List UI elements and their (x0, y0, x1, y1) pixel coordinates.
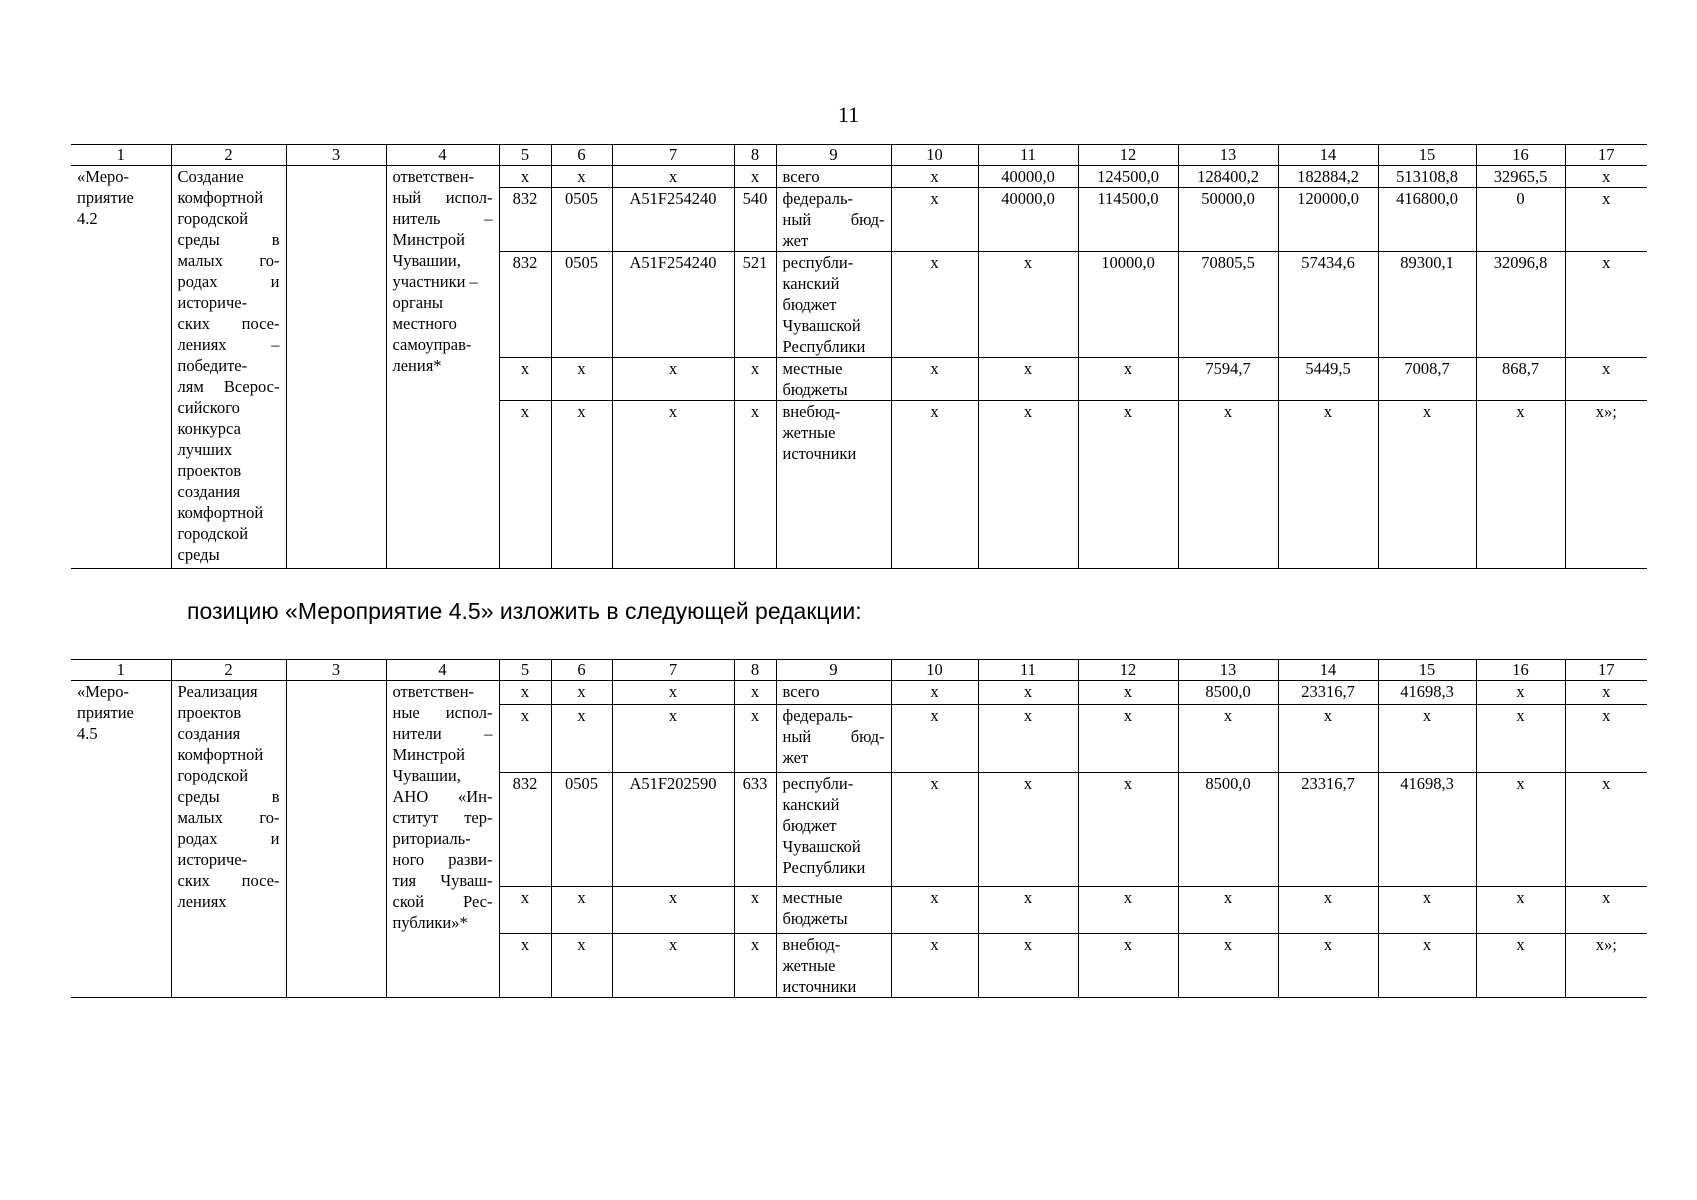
text-line: Минстрой (392, 745, 465, 764)
text-line: ских посе- (177, 871, 280, 890)
text-line: приятие (77, 703, 134, 722)
column-header-8: 8 (734, 145, 776, 166)
cell-c17: х»; (1565, 933, 1647, 997)
text-line: Чувашской (782, 316, 861, 335)
cell-c17: х (1565, 773, 1647, 887)
column-3-empty (286, 166, 386, 569)
cell-c7: х (612, 166, 734, 188)
column-header-17: 17 (1565, 660, 1647, 681)
column-header-4: 4 (386, 660, 499, 681)
cell-c8: х (734, 887, 776, 933)
text-line: Чувашии, (392, 251, 461, 270)
cell-c5: х (499, 933, 551, 997)
cell-c7: х (612, 704, 734, 773)
text-line: риториаль- (392, 829, 471, 848)
measure-number (71, 681, 171, 998)
program-table-measure-4-2 (71, 144, 1647, 569)
cell-c6: 0505 (551, 773, 612, 887)
cell-c11: х (978, 773, 1078, 887)
text-line: городской (177, 524, 249, 543)
text-line: Создание (177, 167, 244, 186)
text-line: ный бюд- (782, 726, 885, 746)
responsible-executor-cont (386, 933, 499, 997)
text-line: городской (177, 209, 249, 228)
text-line: внебюд- (782, 402, 841, 421)
funding-source (776, 188, 891, 252)
text-line: самоуправ- (392, 335, 472, 354)
page-number: 11 (837, 102, 860, 127)
text-line: участники – (392, 272, 478, 291)
text-line: проектов (177, 461, 242, 480)
cell-c10: х (891, 358, 978, 401)
cell-c6: х (551, 681, 612, 705)
cell-c7: х (612, 401, 734, 569)
funding-source (776, 681, 891, 705)
text-line: ления* (392, 356, 442, 375)
column-header-3: 3 (286, 145, 386, 166)
cell-c5: х (499, 681, 551, 705)
text-line: федераль- (782, 705, 853, 725)
funding-source (776, 887, 891, 933)
column-header-13: 13 (1178, 660, 1278, 681)
text-line: источники (782, 976, 857, 996)
cell-c12: 10000,0 (1078, 252, 1178, 358)
column-header-16: 16 (1476, 660, 1565, 681)
funding-source (776, 401, 891, 569)
cell-c17: х (1565, 166, 1647, 188)
text-line: нитель – (392, 209, 493, 228)
text-line: ные испол- (392, 703, 493, 722)
cell-c16: х (1476, 681, 1565, 705)
funding-source (776, 358, 891, 401)
cell-c10: х (891, 704, 978, 773)
column-header-12: 12 (1078, 660, 1178, 681)
text-line: Республики (782, 337, 866, 356)
cell-c15: 41698,3 (1378, 681, 1476, 705)
column-header-2: 2 (171, 145, 286, 166)
responsible-executor (386, 681, 499, 934)
cell-c7: A51F202590 (612, 773, 734, 887)
cell-c6: х (551, 704, 612, 773)
cell-c8: х (734, 933, 776, 997)
column-header-14: 14 (1278, 660, 1378, 681)
text-line: проектов (177, 703, 242, 722)
column-3-empty (286, 681, 386, 998)
text-line: бюджеты (782, 909, 848, 929)
cell-c16: 32096,8 (1476, 252, 1565, 358)
text-line: создания (177, 724, 241, 743)
text-line: 4.2 (77, 209, 98, 228)
cell-c15: х (1378, 887, 1476, 933)
text-line: жетные (782, 955, 836, 975)
cell-c14: х (1278, 704, 1378, 773)
cell-c13: 8500,0 (1178, 773, 1278, 887)
text-line: источники (782, 444, 857, 463)
text-line: среды (177, 545, 220, 564)
column-header-1: 1 (71, 145, 171, 166)
text-line: лениях (177, 892, 227, 911)
cell-c14: 120000,0 (1278, 188, 1378, 252)
text-line: победите- (177, 356, 248, 375)
cell-c5: 832 (499, 773, 551, 887)
column-header-9: 9 (776, 145, 891, 166)
text-line: внебюд- (782, 934, 841, 954)
cell-c16: 868,7 (1476, 358, 1565, 401)
cell-c13: 50000,0 (1178, 188, 1278, 252)
cell-c16: х (1476, 933, 1565, 997)
cell-c10: х (891, 401, 978, 569)
text-line: Минстрой (392, 230, 465, 249)
text-line: тия Чуваш- (392, 871, 493, 890)
text-line: ских посе- (177, 314, 280, 333)
cell-c10: х (891, 188, 978, 252)
text-line: ститут тер- (392, 808, 493, 827)
text-line: сийского (177, 398, 240, 417)
cell-c12: х (1078, 704, 1178, 773)
cell-c8: х (734, 166, 776, 188)
cell-c12: х (1078, 358, 1178, 401)
text-line: родах и (177, 829, 280, 848)
cell-c16: х (1476, 704, 1565, 773)
cell-c11: х (978, 358, 1078, 401)
column-header-6: 6 (551, 660, 612, 681)
text-line: историче- (177, 850, 248, 869)
column-header-2: 2 (171, 660, 286, 681)
column-header-7: 7 (612, 660, 734, 681)
cell-c7: х (612, 887, 734, 933)
cell-c6: 0505 (551, 188, 612, 252)
cell-c16: 32965,5 (1476, 166, 1565, 188)
cell-c11: 40000,0 (978, 166, 1078, 188)
text-line: ный бюд- (782, 210, 885, 229)
cell-c7: A51F254240 (612, 188, 734, 252)
column-header-5: 5 (499, 145, 551, 166)
measure-number (71, 166, 171, 569)
cell-c17: х (1565, 188, 1647, 252)
column-header-9: 9 (776, 660, 891, 681)
cell-c15: 7008,7 (1378, 358, 1476, 401)
cell-c8: х (734, 681, 776, 705)
text-line: ской Рес- (392, 892, 493, 911)
cell-c13: 128400,2 (1178, 166, 1278, 188)
cell-c5: х (499, 704, 551, 773)
cell-c10: х (891, 681, 978, 705)
cell-c14: х (1278, 887, 1378, 933)
text-line: ответствен- (392, 167, 475, 186)
table-row (71, 166, 1647, 188)
text-line: комфортной (177, 188, 264, 207)
text-line: нители – (392, 724, 493, 743)
column-header-10: 10 (891, 145, 978, 166)
cell-c11: х (978, 681, 1078, 705)
cell-c7: х (612, 358, 734, 401)
cell-c12: 124500,0 (1078, 166, 1178, 188)
cell-c10: х (891, 887, 978, 933)
cell-c13: 8500,0 (1178, 681, 1278, 705)
cell-c15: х (1378, 933, 1476, 997)
text-line: Чувашской (782, 837, 861, 857)
text-line: городской (177, 766, 249, 785)
measure-title (171, 166, 286, 569)
cell-c7: х (612, 933, 734, 997)
cell-c17: х (1565, 887, 1647, 933)
cell-c17: х (1565, 681, 1647, 705)
instruction-paragraph: позицию «Мероприятие 4.5» изложить в следующей редакции: (187, 598, 862, 624)
cell-c10: х (891, 933, 978, 997)
cell-c14: х (1278, 933, 1378, 997)
program-table-measure-4-5 (71, 659, 1647, 998)
cell-c16: х (1476, 887, 1565, 933)
cell-c12: х (1078, 887, 1178, 933)
cell-c13: х (1178, 401, 1278, 569)
column-header-14: 14 (1278, 145, 1378, 166)
text-line: лучших (177, 440, 233, 459)
responsible-executor (386, 166, 499, 401)
measure-title (171, 681, 286, 998)
column-header-6: 6 (551, 145, 612, 166)
cell-c8: х (734, 704, 776, 773)
cell-c15: х (1378, 704, 1476, 773)
text-line: комфортной (177, 503, 264, 522)
text-line: родах и (177, 272, 280, 291)
cell-c11: х (978, 704, 1078, 773)
text-line: канский (782, 274, 840, 293)
text-line: лениях – (177, 335, 280, 354)
text-line: ного разви- (392, 850, 493, 869)
text-line: бюджет (782, 295, 837, 314)
cell-c14: 5449,5 (1278, 358, 1378, 401)
cell-c6: х (551, 933, 612, 997)
cell-c8: 633 (734, 773, 776, 887)
cell-c8: 521 (734, 252, 776, 358)
cell-c13: х (1178, 704, 1278, 773)
text-line: федераль- (782, 189, 853, 208)
column-header-15: 15 (1378, 660, 1476, 681)
text-line: создания (177, 482, 241, 501)
cell-c17: х (1565, 252, 1647, 358)
cell-c17: х (1565, 704, 1647, 773)
text-line: местные (782, 888, 843, 908)
text-line: бюджет (782, 816, 837, 836)
text-line: республи- (782, 253, 854, 272)
column-header-4: 4 (386, 145, 499, 166)
cell-c14: 23316,7 (1278, 681, 1378, 705)
cell-c6: х (551, 401, 612, 569)
text-line: 4.5 (77, 724, 98, 743)
text-line: комфортной (177, 745, 264, 764)
cell-c6: 0505 (551, 252, 612, 358)
cell-c16: х (1476, 401, 1565, 569)
text-line: историче- (177, 293, 248, 312)
cell-c16: х (1476, 773, 1565, 887)
text-line: ный испол- (392, 188, 493, 207)
text-line: ответствен- (392, 682, 475, 701)
cell-c13: 7594,7 (1178, 358, 1278, 401)
column-header-15: 15 (1378, 145, 1476, 166)
cell-c12: х (1078, 401, 1178, 569)
column-header-3: 3 (286, 660, 386, 681)
cell-c13: 70805,5 (1178, 252, 1278, 358)
cell-c6: х (551, 358, 612, 401)
table-row (71, 681, 1647, 705)
text-line: АНО «Ин- (392, 787, 493, 806)
cell-c10: х (891, 166, 978, 188)
cell-c10: х (891, 773, 978, 887)
cell-c11: 40000,0 (978, 188, 1078, 252)
text-line: жетные (782, 423, 836, 442)
text-line: республи- (782, 774, 854, 794)
cell-c14: 57434,6 (1278, 252, 1378, 358)
text-line: канский (782, 795, 840, 815)
funding-source (776, 933, 891, 997)
column-header-10: 10 (891, 660, 978, 681)
column-header-11: 11 (978, 145, 1078, 166)
cell-c8: х (734, 401, 776, 569)
cell-c11: х (978, 252, 1078, 358)
text-line: органы (392, 293, 444, 312)
cell-c15: 89300,1 (1378, 252, 1476, 358)
funding-source (776, 252, 891, 358)
funding-source (776, 166, 891, 188)
cell-c17: х»; (1565, 401, 1647, 569)
column-header-17: 17 (1565, 145, 1647, 166)
column-header-1: 1 (71, 660, 171, 681)
cell-c11: х (978, 401, 1078, 569)
cell-c11: х (978, 933, 1078, 997)
cell-c8: х (734, 358, 776, 401)
cell-c12: 114500,0 (1078, 188, 1178, 252)
column-header-13: 13 (1178, 145, 1278, 166)
column-header-11: 11 (978, 660, 1078, 681)
cell-c13: х (1178, 933, 1278, 997)
cell-c14: 182884,2 (1278, 166, 1378, 188)
text-line: малых го- (177, 808, 280, 827)
cell-c15: 513108,8 (1378, 166, 1476, 188)
funding-source (776, 773, 891, 887)
cell-c7: х (612, 681, 734, 705)
cell-c15: х (1378, 401, 1476, 569)
cell-c5: х (499, 166, 551, 188)
text-line: Республики (782, 858, 866, 878)
column-header-12: 12 (1078, 145, 1178, 166)
cell-c12: х (1078, 681, 1178, 705)
responsible-executor-cont (386, 401, 499, 569)
text-line: Реализация (177, 682, 258, 701)
text-line: жет (782, 231, 809, 250)
cell-c7: A51F254240 (612, 252, 734, 358)
cell-c17: х (1565, 358, 1647, 401)
text-line: приятие (77, 188, 134, 207)
text-line: среды в (177, 787, 280, 806)
cell-c5: 832 (499, 188, 551, 252)
text-line: всего (782, 682, 820, 701)
text-line: жет (782, 747, 809, 767)
column-header-16: 16 (1476, 145, 1565, 166)
text-line: конкурса (177, 419, 241, 438)
cell-c15: 41698,3 (1378, 773, 1476, 887)
text-line: местные (782, 359, 843, 378)
cell-c11: х (978, 887, 1078, 933)
text-line: публики»* (392, 913, 468, 932)
column-header-7: 7 (612, 145, 734, 166)
cell-c12: х (1078, 933, 1178, 997)
cell-c16: 0 (1476, 188, 1565, 252)
text-line: всего (782, 167, 820, 186)
cell-c12: х (1078, 773, 1178, 887)
text-line: местного (392, 314, 457, 333)
cell-c6: х (551, 166, 612, 188)
funding-source (776, 704, 891, 773)
cell-c5: х (499, 887, 551, 933)
text-line: «Меро- (77, 167, 130, 186)
cell-c13: х (1178, 887, 1278, 933)
text-line: бюджеты (782, 380, 848, 399)
cell-c5: 832 (499, 252, 551, 358)
column-header-8: 8 (734, 660, 776, 681)
cell-c6: х (551, 887, 612, 933)
cell-c10: х (891, 252, 978, 358)
cell-c14: х (1278, 401, 1378, 569)
text-line: малых го- (177, 251, 280, 270)
text-line: лям Всерос- (177, 377, 280, 396)
cell-c8: 540 (734, 188, 776, 252)
text-line: среды в (177, 230, 280, 249)
cell-c15: 416800,0 (1378, 188, 1476, 252)
column-header-5: 5 (499, 660, 551, 681)
text-line: Чувашии, (392, 766, 461, 785)
text-line: «Меро- (77, 682, 130, 701)
cell-c14: 23316,7 (1278, 773, 1378, 887)
cell-c5: х (499, 401, 551, 569)
cell-c5: х (499, 358, 551, 401)
